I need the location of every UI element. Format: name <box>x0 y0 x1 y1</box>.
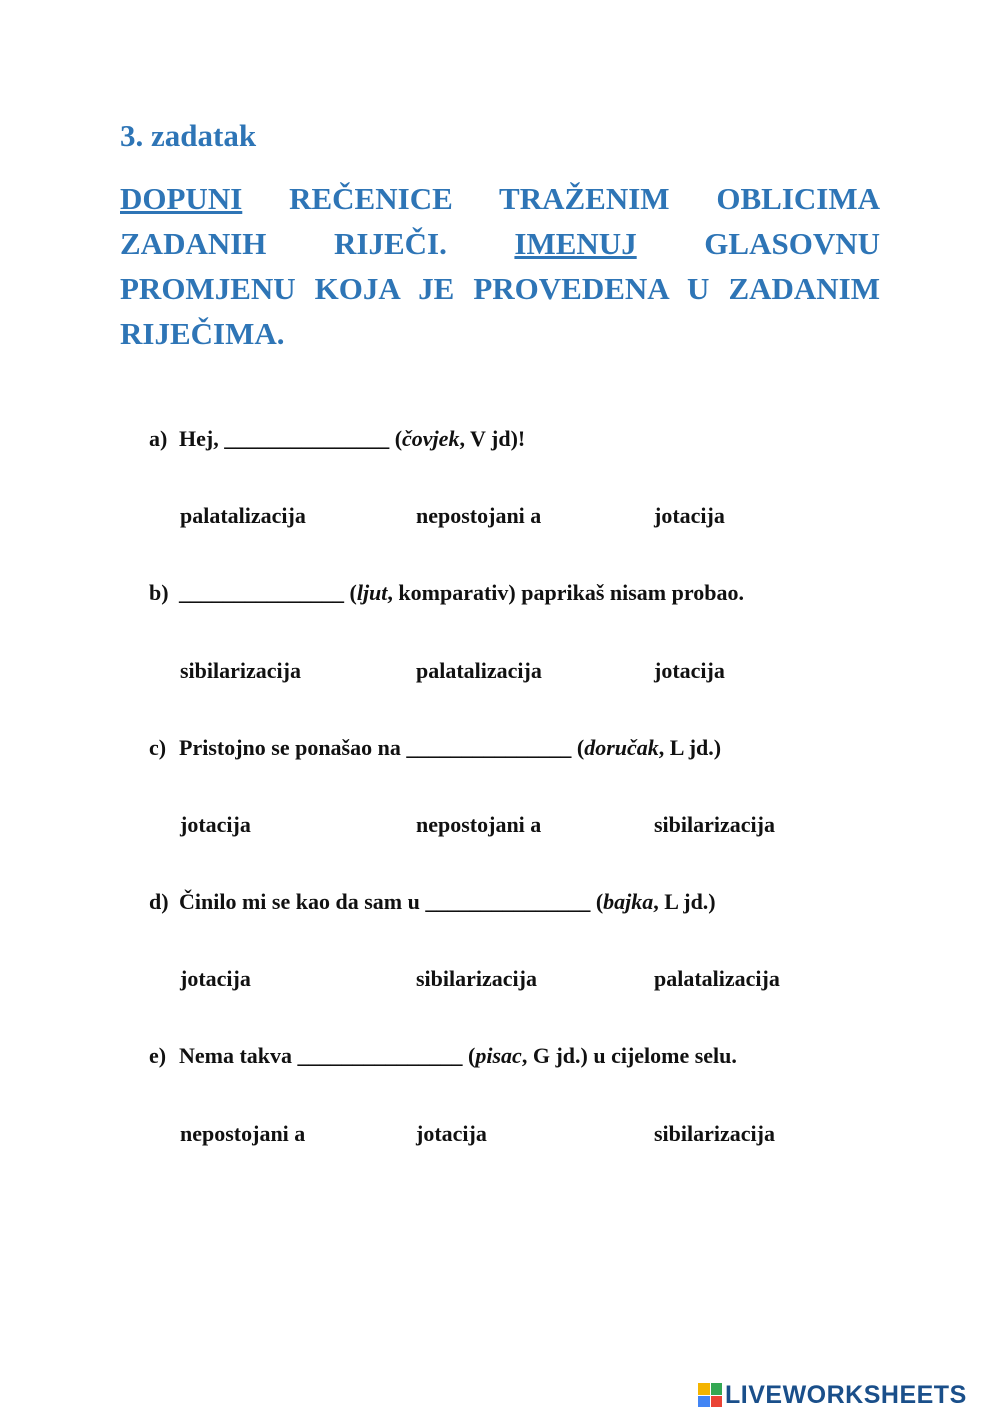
base-word: pisac <box>475 1043 522 1068</box>
instructions-line-1: DOPUNI REČENICE TRAŽENIM OBLICIMA <box>120 181 880 216</box>
question-letter: d) <box>149 889 169 914</box>
question-a: a) Hej, _______________ (čovjek, V jd)! <box>149 426 526 451</box>
option[interactable]: palatalizacija <box>180 503 306 528</box>
base-word: čovjek <box>402 426 460 451</box>
instruction-verb-imenuj: IMENUJ <box>514 226 637 261</box>
option[interactable]: palatalizacija <box>416 658 542 683</box>
option[interactable]: jotacija <box>654 658 725 683</box>
task-instructions <box>120 176 880 356</box>
logo-text: LIVEWORKSHEETS <box>725 1380 967 1409</box>
option[interactable]: jotacija <box>180 966 251 991</box>
option[interactable]: sibilarizacija <box>654 812 775 837</box>
liveworksheets-logo-icon <box>698 1383 722 1407</box>
answer-blank[interactable]: _______________ <box>406 735 572 760</box>
instructions-line-3: PROMJENU KOJA JE PROVEDENA U ZADANIM <box>120 271 880 306</box>
base-word: doručak <box>584 735 659 760</box>
option[interactable]: sibilarizacija <box>654 1121 775 1146</box>
logo-square-icon <box>698 1396 710 1408</box>
logo-square-icon <box>711 1383 723 1395</box>
base-word: ljut <box>356 580 388 605</box>
option[interactable]: sibilarizacija <box>180 658 301 683</box>
question-d: d) Činilo mi se kao da sam u _______________ (bajka, L jd.) <box>149 889 716 914</box>
question-letter: a) <box>149 426 168 451</box>
option[interactable]: palatalizacija <box>654 966 780 991</box>
question-letter: b) <box>149 580 169 605</box>
option[interactable]: jotacija <box>654 503 725 528</box>
instructions-line-2: ZADANIH RIJEČI. IMENUJ GLASOVNU <box>120 226 880 261</box>
instructions-line-4: RIJEČIMA. <box>120 316 285 351</box>
option[interactable]: nepostojani a <box>180 1121 306 1146</box>
option[interactable]: jotacija <box>416 1121 487 1146</box>
option[interactable]: jotacija <box>180 812 251 837</box>
option[interactable]: sibilarizacija <box>416 966 537 991</box>
liveworksheets-logo <box>698 1378 967 1412</box>
logo-square-icon <box>698 1383 710 1395</box>
answer-blank[interactable]: _______________ <box>179 580 344 605</box>
option[interactable]: nepostojani a <box>416 503 542 528</box>
answer-blank[interactable]: _______________ <box>224 426 390 451</box>
answer-blank[interactable]: _______________ <box>425 889 591 914</box>
question-c: c) Pristojno se ponašao na _______________ (doručak, L jd.) <box>149 735 722 760</box>
answer-blank[interactable]: _______________ <box>297 1043 463 1068</box>
logo-square-icon <box>711 1396 723 1408</box>
question-letter: e) <box>149 1043 167 1068</box>
question-e: e) Nema takva _______________ (pisac, G jd.) u cijelome selu. <box>149 1043 737 1068</box>
question-b: b) _______________ (ljut, komparativ) paprikaš nisam probao. <box>149 580 744 605</box>
instruction-verb-dopuni: DOPUNI <box>120 181 243 216</box>
base-word: bajka <box>603 889 654 914</box>
task-title: 3. zadatak <box>120 118 257 153</box>
question-letter: c) <box>149 735 167 760</box>
option[interactable]: nepostojani a <box>416 812 542 837</box>
